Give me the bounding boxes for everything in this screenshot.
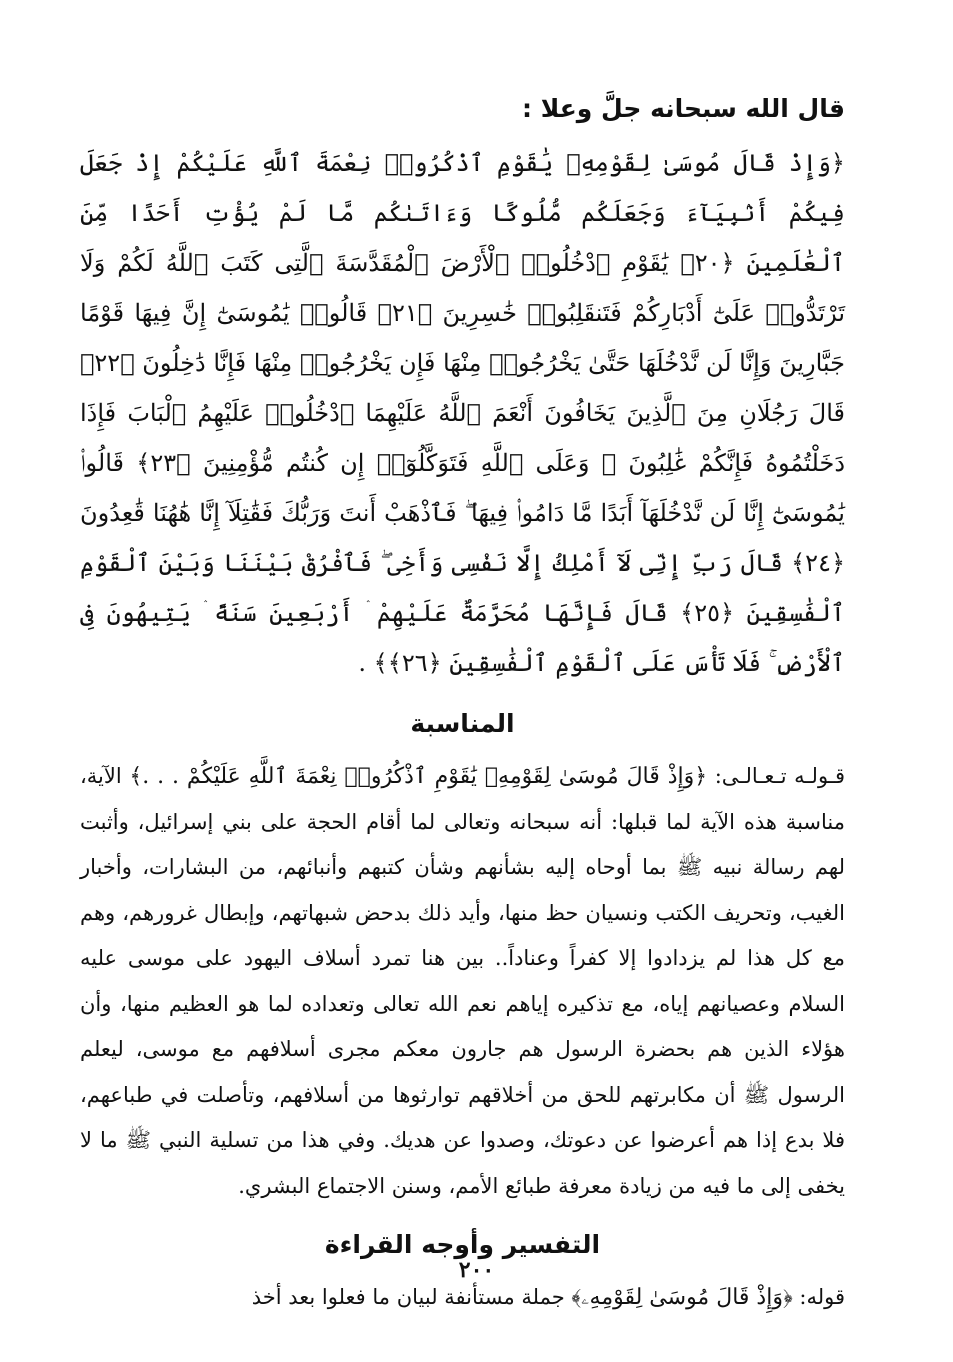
tafsir-body: جملة مستأنفة لبيان ما فعلوا بعد أخذ bbox=[251, 1285, 565, 1309]
munasaba-paragraph bbox=[80, 754, 845, 1209]
page-number: ٢٠٠ bbox=[458, 1257, 495, 1283]
munasaba-quote: ﴿وَإِذْ قَالَ مُوسَىٰ لِقَوْمِهِۦ يَٰقَوْمِ ٱذْكُرُوا۟ نِعْمَةَ ٱللَّهِ عَلَيْكُمْ . . .﴾ bbox=[129, 764, 708, 789]
intro-line: قال الله سبحانه جلَّ وعلا : bbox=[522, 94, 845, 123]
tafsir-quote: ﴿وَإِذْ قَالَ مُوسَىٰ لِقَوْمِهِۦ﴾ bbox=[571, 1285, 793, 1310]
munasaba-lead: قـولـه تـعـالـى: bbox=[714, 764, 845, 788]
quran-verses: ﴿وَإِذْ قَالَ مُوسَىٰ لِقَوْمِهِۦ يَٰقَوْمِ ٱذْكُرُوا۟ نِعْمَةَ ٱللَّهِ عَلَيْكُمْ إِذْ جَعَلَ فِيكُمْ أَنۢبِيَآءَ وَجَعَلَكُم مُّلُوكًا وَءَاتَىٰكُم مَّا لَمْ يُؤْتِ أَحَدًا مِّنَ ٱلْعَٰلَمِينَ ﴿٢٠﴾ يَٰقَوْمِ ٱدْخُلُوا۟ ٱلْأَرْضَ ٱلْمُقَدَّسَةَ ٱلَّتِى كَتَبَ ٱللَّهُ لَكُمْ وَلَا تَرْتَدُّوا۟ عَلَىٰٓ أَدْبَارِكُمْ فَتَنقَلِبُوا۟ خَٰسِرِينَ ﴿٢١﴾ قَالُوا۟ يَٰمُوسَىٰٓ إِنَّ فِيهَا قَوْمًا جَبَّارِينَ وَإِنَّا لَن نَّدْخُلَهَا حَتَّىٰ يَخْرُجُوا۟ مِنْهَا فَإِن يَخْرُجُوا۟ مِنْهَا فَإِنَّا دَٰخِلُونَ ﴿٢٢﴾ قَالَ رَجُلَانِ مِنَ ٱلَّذِينَ يَخَافُونَ أَنْعَمَ ٱللَّهُ عَلَيْهِمَا ٱدْخُلُوا۟ عَلَيْهِمُ ٱلْبَابَ فَإِذَا دَخَلْتُمُوهُ فَإِنَّكُمْ غَٰلِبُونَ ۚ وَعَلَى ٱللَّهِ فَتَوَكَّلُوٓا۟ إِن كُنتُم مُّؤْمِنِينَ ﴿٢٣﴾ قَالُوا۟ يَٰمُوسَىٰٓ إِنَّا لَن نَّدْخُلَهَآ أَبَدًا مَّا دَامُوا۟ فِيهَا ۖ فَٱذْهَبْ أَنتَ وَرَبُّكَ فَقَٰتِلَآ إِنَّا هَٰهُنَا قَٰعِدُونَ ﴿٢٤﴾ قَالَ رَبِّ إِنِّى لَآ أَمْلِكُ إِلَّا نَفْسِى وَأَخِى ۖ فَٱفْرُقْ بَيْنَنَا وَبَيْنَ ٱلْقَوْمِ ٱلْفَٰسِقِينَ ﴿٢٥﴾ قَالَ فَإِنَّهَا مُحَرَّمَةٌ عَلَيْهِمْ ۛ أَرْبَعِينَ سَنَةً ۛ يَتِيهُونَ فِى ٱلْأَرْضِ ۚ فَلَا تَأْسَ عَلَى ٱلْقَوْمِ ٱلْفَٰسِقِينَ ﴿٢٦﴾﴾ . bbox=[80, 149, 846, 677]
tafsir-lead: قوله: bbox=[799, 1285, 845, 1309]
section-title-munasaba: المناسبة bbox=[410, 709, 515, 738]
section-title-tafsir: التفسير وأوجه القراءة bbox=[324, 1230, 601, 1259]
munasaba-body: الآية، مناسبة هذه الآية لما قبلها: أنه سبحانه وتعالى لما أقام الحجة على بني إسرائيل، وأثبت لهم رسالة نبيه ﷺ بما أوحاه إليه بشأنهم وشأن كتبهم وأنبائهم، من البشارات، وأخبار الغيب، وتحريف الكتب ونسيان حظ منها، وأيد ذلك بدحض شبهاتهم، وإبطال غرورهم، وهم مع كل هذا لم يزدادوا إلا كفراً وعناداً.. بين هنا تمرد أسلاف اليهود على موسى عليه السلام وعصيانهم إياه، مع تذكيره إياهم نعم الله تعالى وتعداده لما هو العظيم منها، وأن هؤلاء الذين هم بحضرة الرسول هم جارون معكم مجرى أسلافهم مع موسى، ليعلم الرسول ﷺ أن مكابرتهم للحق من أخلاقهم توارثوها من أسلافهم، وتأصلت في طباعهم، فلا بدع إذا هم أعرضوا عن دعوتك، وصدوا عن هديك. وفي هذا من تسلية النبي ﷺ ما لا يخفى إلى ما فيه من زيادة معرفة طبائع الأمم، وسنن الاجتماع البشري. bbox=[80, 764, 845, 1198]
